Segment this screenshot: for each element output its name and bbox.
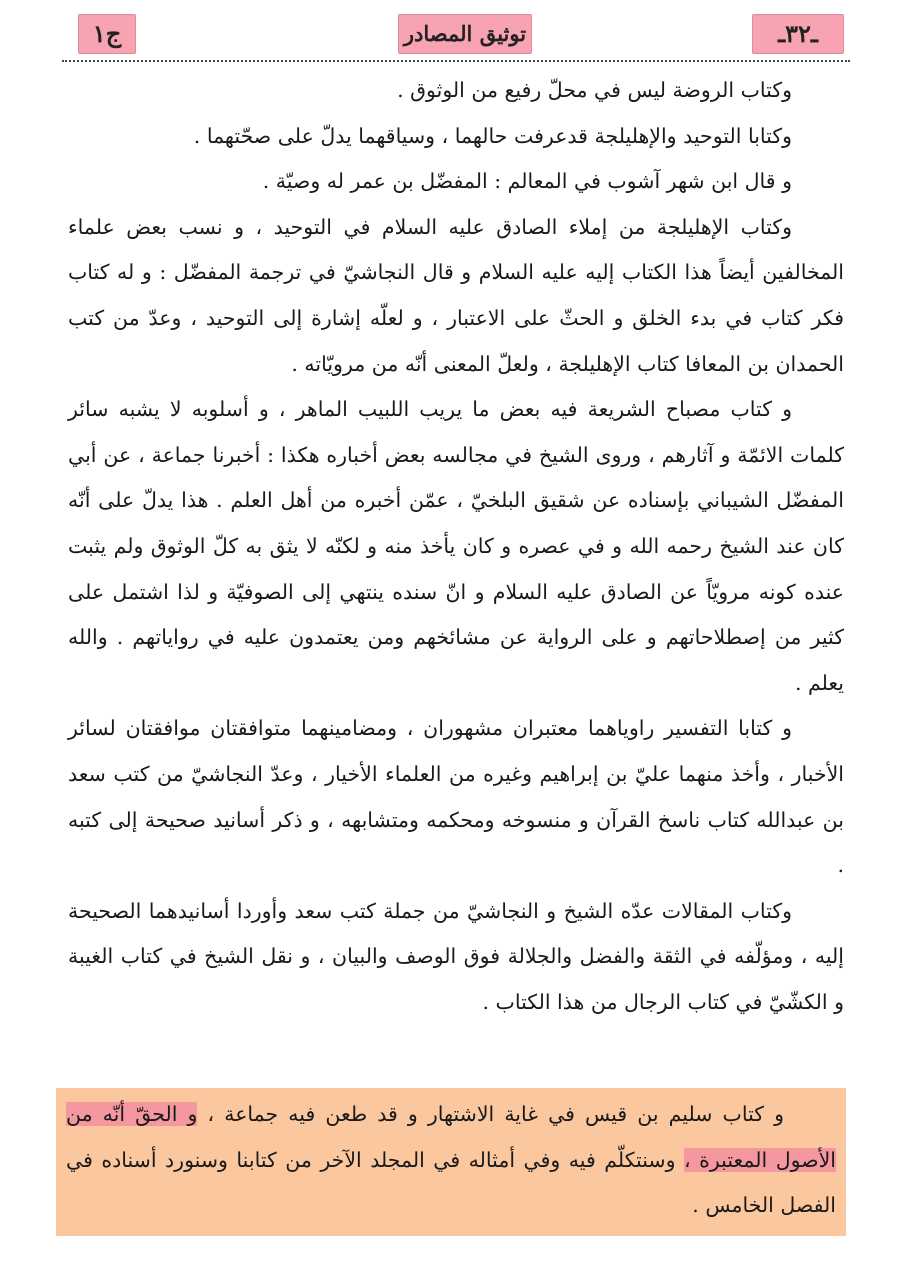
paragraph-ibn-shahrashub: و قال ابن شهر آشوب في المعالم : المفضّل بن عمر له وصيّة . <box>262 169 792 194</box>
paragraph-rawda: وكتاب الروضة ليس في محلّ رفيع من الوثوق . <box>397 78 792 102</box>
highlighted-paragraph-box <box>56 1088 846 1236</box>
paragraph-misbah: و كتاب مصباح الشريعة فيه بعض ما يريب اللبيب الماهر ، و أسلوبه لا يشبه سائر كلمات الائمّة و آثارهم ، وروى الشيخ في مجالسه بعض أخباره هكذا : أخبرنا جماعة ، عن أبي المفضّل الشيباني بإسناده عن شقيق البلخيّ ، عمّن أخبره من أهل العلم . هذا يدلّ على أنّه كان عند الشيخ رحمه الله و في عصره و كان يأخذ منه و لكنّه لا يثق به كلّ الوثوق ولم يثبت عنده كونه مرويّاً عن الصادق عليه السلام و انّ سنده ينتهي إلى الصوفيّة و لذا اشتمل على كثير من إصطلاحاتهم و على الرواية عن مشائخهم ومن يعتمدون عليه في رواياتهم . والله يعلم . <box>68 397 844 695</box>
paragraph-tawhid: وكتابا التوحيد والإهليلجة قدعرفت حالهما ، وسياقهما يدلّ على صحّتهما . <box>193 123 792 148</box>
highlight-mark: و الحقّ أنّه من الأصول المعتبرة ، <box>66 1102 836 1172</box>
paragraph-ihlilaja: وكتاب الإهليلجة من إملاء الصادق عليه السلام في التوحيد ، و نسب بعض علماء المخالفين أيضاً هذا الكتاب إليه عليه السلام و قال النجاشيّ في ترجمة المفضّل : و له كتاب فكر كتاب في بدء الخلق و الحثّ على الاعتبار ، و لعلّه إشارة إلى التوحيد ، وعدّ من كتب الحمدان بن المعافا كتاب الإهليلجة ، ولعلّ المعنى أنّه من مرويّاته . <box>68 214 844 376</box>
page-number: ـ٣٢ـ <box>752 14 844 54</box>
running-title: توثيق المصادر <box>398 14 532 54</box>
sulaym-text-before: و كتاب سليم بن قيس في غاية الاشتهار و قد طعن فيه جماعة ، <box>197 1102 785 1126</box>
paragraph-sulaym <box>66 1092 836 1229</box>
header-divider <box>62 60 850 62</box>
page-body <box>68 68 844 1025</box>
volume-label: ج١ <box>78 14 136 54</box>
page-header <box>0 0 917 62</box>
sulaym-text-after: وسنتكلّم فيه وفي أمثاله في المجلد الآخر من كتابنا وسنورد أسناده في الفصل الخامس . <box>66 1147 836 1218</box>
paragraph-maqalat: وكتاب المقالات عدّه الشيخ و النجاشيّ من جملة كتب سعد وأوردا أسانيدهما الصحيحة إليه ، ومؤلّفه في الثقة والفضل والجلالة فوق الوصف والبيان ، و نقل الشيخ في كتاب الغيبة و الكشّيّ في كتاب الرجال من هذا الكتاب . <box>68 898 844 1014</box>
paragraph-tafsir: و كتابا التفسير راوياهما معتبران مشهوران ، ومضامينهما متوافقتان موافقتان لسائر الأخبار ، وأخذ منهما عليّ بن إبراهيم وغيره من العلماء الأخيار ، وعدّ النجاشيّ من كتب سعد بن عبدالله كتاب ناسخ القرآن و منسوخه ومحكمه ومتشابهه ، و ذكر أسانيد صحيحة إلى كتبه . <box>68 716 844 878</box>
